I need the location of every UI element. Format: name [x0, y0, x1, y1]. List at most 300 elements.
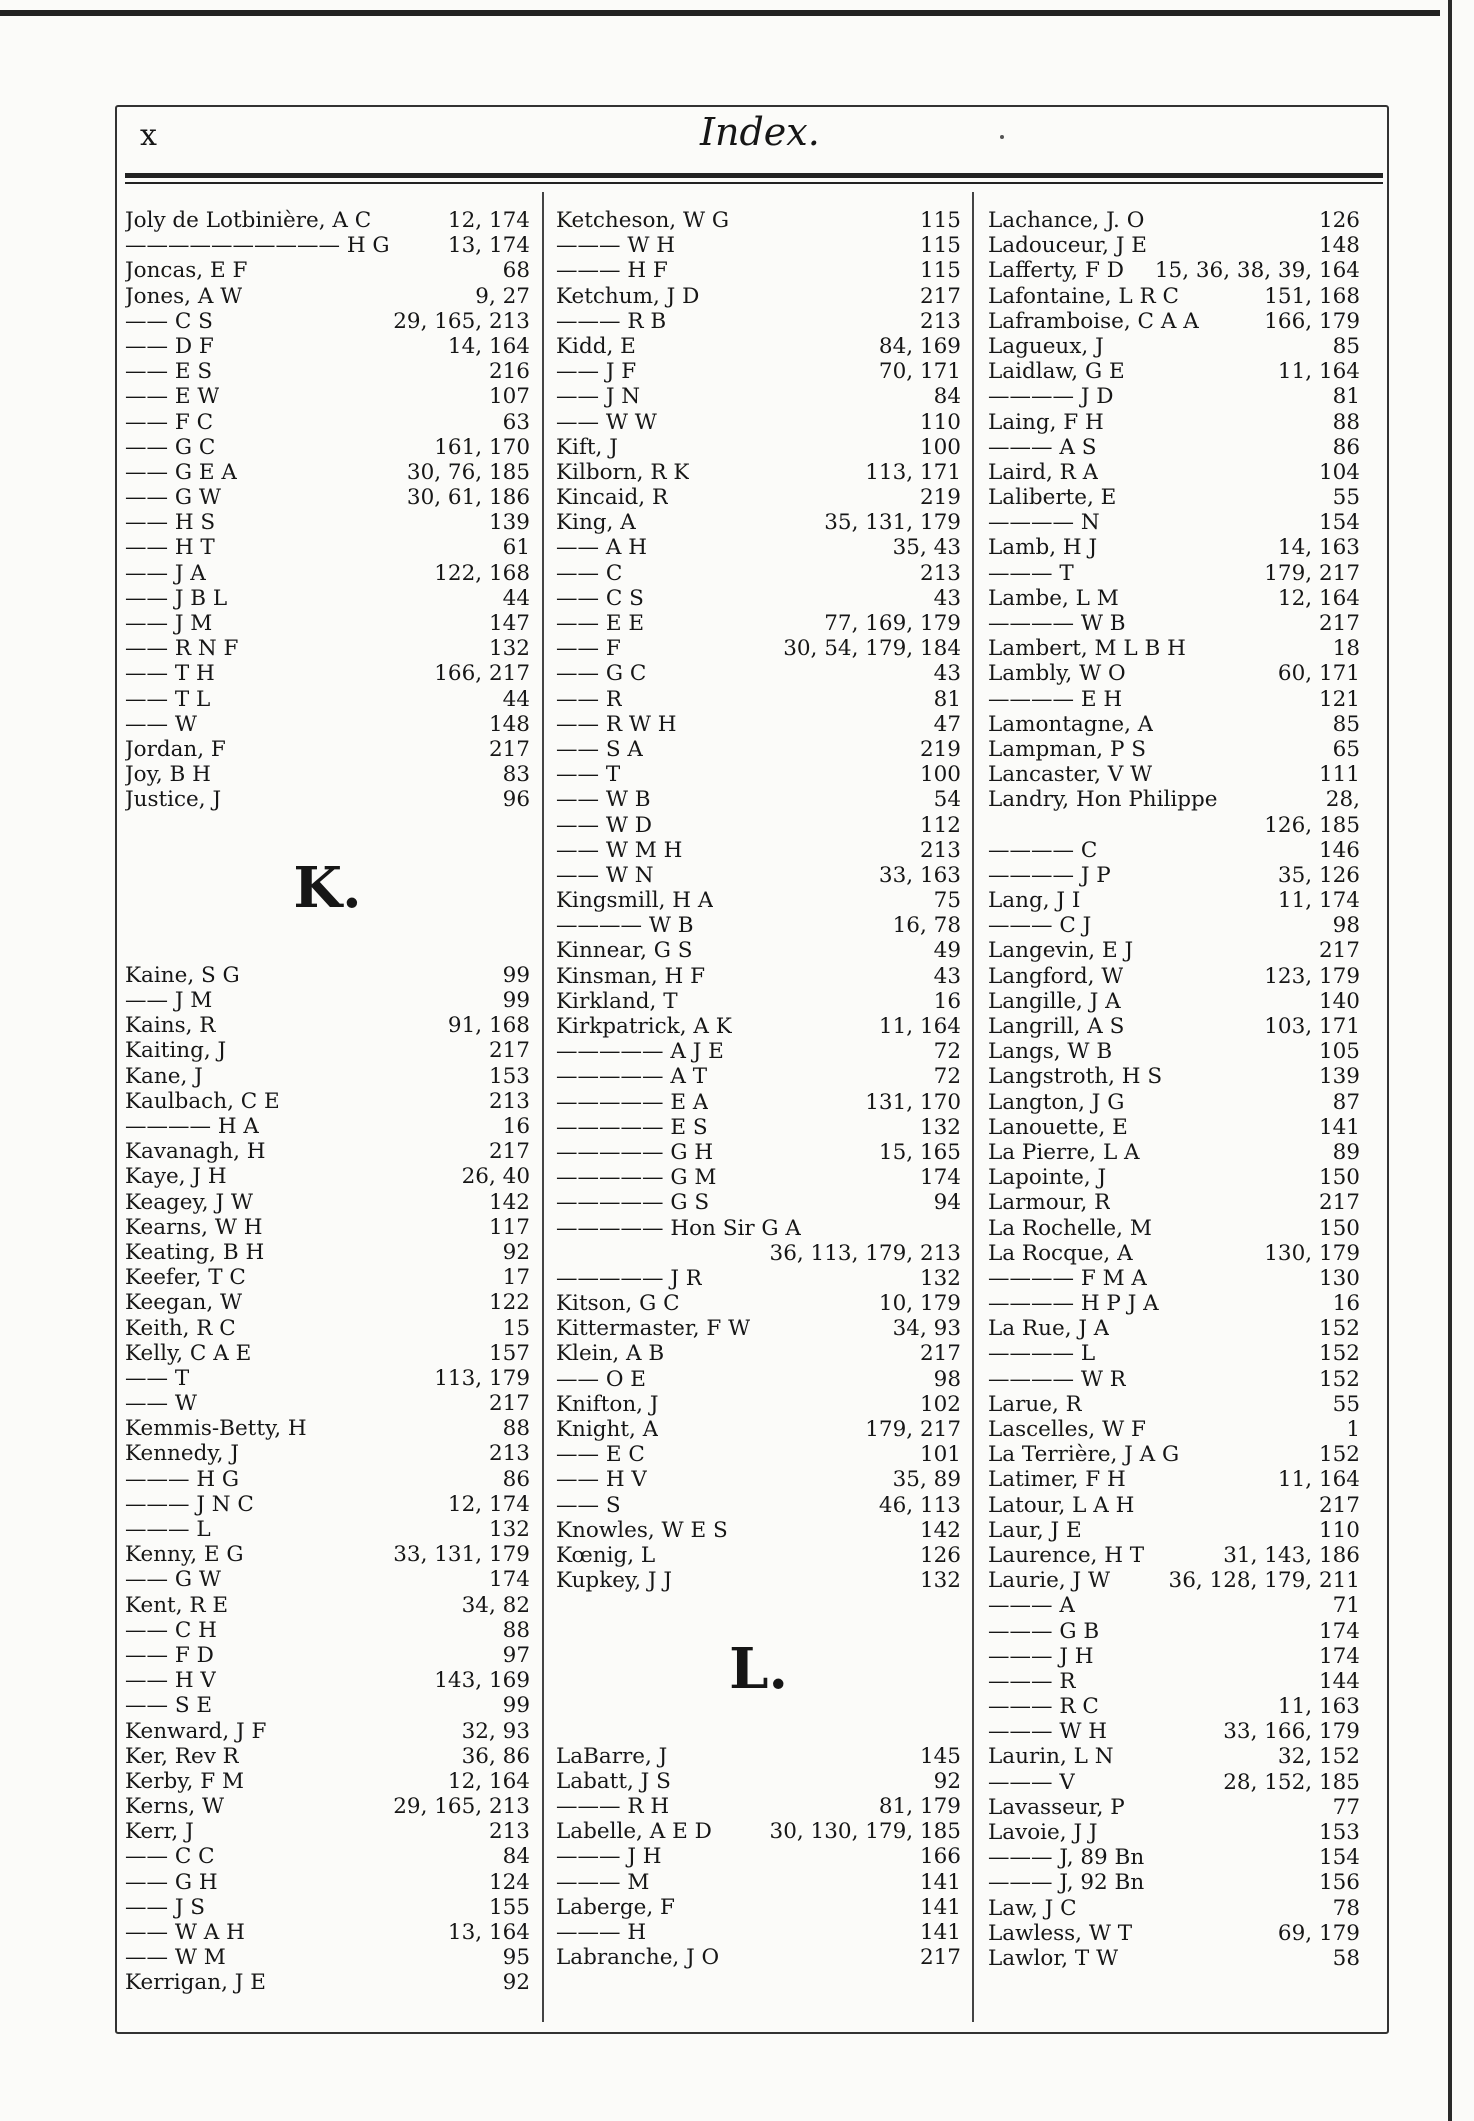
index-entry [988, 737, 1360, 762]
entry-name: Kincaid, R [556, 485, 669, 511]
entry-name: ————— G S [556, 1190, 710, 1216]
entry-name: —— T H [125, 661, 215, 687]
index-entry [125, 1240, 530, 1265]
index-entry [556, 1291, 961, 1316]
entry-name: —— S A [556, 736, 643, 762]
index-entry [125, 1114, 530, 1139]
entry-name: Joy, B H [125, 762, 211, 788]
entry-pages: 139 [1318, 1064, 1360, 1090]
entry-name: —— R W H [556, 711, 677, 737]
entry-name: —— C C [125, 1844, 215, 1870]
entry-name: —— J F [556, 359, 637, 385]
entry-pages: 18 [1332, 636, 1360, 662]
entry-pages: 115 [919, 233, 961, 259]
entry-pages: 16 [502, 1114, 530, 1139]
entry-name: ——— V [988, 1769, 1075, 1795]
entry-name: LaBarre, J [556, 1743, 668, 1769]
index-entry [988, 1417, 1360, 1442]
entry-name: Lafontaine, L R C [988, 283, 1180, 309]
entry-pages: 87 [1332, 1089, 1360, 1115]
entry-name: ————— E S [556, 1114, 708, 1140]
entry-name: Laing, F H [988, 409, 1104, 435]
entry-name: ——— A S [988, 434, 1097, 460]
entry-name: —— W A H [125, 1920, 245, 1945]
index-entry [556, 1392, 961, 1417]
index-entry [556, 1493, 961, 1518]
index-entry [988, 813, 1360, 838]
entry-pages: 81 [1332, 384, 1360, 410]
index-entry [125, 1895, 530, 1920]
entry-pages: 11, 163 [1277, 1694, 1360, 1720]
index-entry [988, 1619, 1360, 1644]
entry-pages: 155 [488, 1894, 530, 1920]
index-entry [556, 1844, 961, 1869]
entry-pages: 99 [502, 962, 530, 988]
index-entry [125, 1139, 530, 1164]
entry-name: ———— W R [988, 1366, 1126, 1392]
entry-name: ——— H F [556, 258, 668, 284]
entry-name: Keefer, T C [125, 1265, 246, 1291]
index-entry [556, 1316, 961, 1341]
entry-pages: 49 [933, 938, 961, 964]
entry-name: —— W [125, 711, 197, 737]
entry-name: Joly de Lotbinière, A C [125, 208, 372, 233]
entry-name: —— F D [125, 1642, 214, 1668]
entry-pages: 126 [919, 1542, 961, 1568]
entry-name: Lafferty, F D [988, 258, 1124, 284]
entry-pages: 140 [1318, 988, 1360, 1014]
index-entry [988, 1770, 1360, 1795]
entry-name: —— W M [125, 1945, 226, 1971]
entry-pages: 13, 164 [447, 1920, 530, 1945]
index-entry [556, 1819, 961, 1844]
index-entry [125, 334, 530, 359]
entry-pages: 98 [1332, 913, 1360, 939]
index-entry [556, 737, 961, 762]
entry-pages: 146 [1318, 837, 1360, 863]
index-entry [125, 1618, 530, 1643]
index-entry [988, 1593, 1360, 1618]
index-entry [556, 384, 961, 409]
index-entry [125, 1593, 530, 1618]
entry-pages: 121 [1318, 686, 1360, 712]
entry-pages: 217 [1318, 938, 1360, 964]
index-entry [988, 309, 1360, 334]
entry-name: ——— J H [988, 1643, 1094, 1669]
index-entry [556, 1165, 961, 1190]
entry-pages: 110 [919, 409, 961, 435]
index-entry [988, 1870, 1360, 1895]
entry-pages: 161, 170 [434, 434, 530, 460]
entry-name: Kaine, S G [125, 962, 240, 988]
index-entry [556, 1190, 961, 1215]
entry-name: ——— J N C [125, 1491, 254, 1517]
entry-name: —— W [125, 1391, 197, 1417]
page-number: x [140, 118, 157, 153]
entry-name: —— C S [556, 585, 644, 611]
entry-name: Laberge, F [556, 1894, 675, 1920]
entry-name: —— F C [125, 409, 214, 435]
entry-name: —— W D [556, 812, 653, 838]
index-entry [988, 712, 1360, 737]
index-entry [125, 208, 530, 233]
entry-pages: 157 [488, 1340, 530, 1366]
entry-pages: 150 [1318, 1215, 1360, 1241]
index-entry [125, 1441, 530, 1466]
entry-pages: 31, 143, 186 [1223, 1542, 1360, 1568]
entry-pages: 11, 164 [878, 1014, 961, 1039]
entry-name: Lascelles, W F [988, 1417, 1146, 1442]
entry-name: Kift, J [556, 434, 618, 460]
entry-pages: 70, 171 [878, 359, 961, 385]
index-entry [988, 1719, 1360, 1744]
entry-pages: 99 [502, 1693, 530, 1719]
entry-name: Larue, R [988, 1391, 1082, 1417]
entry-pages: 1 [1346, 1417, 1360, 1442]
entry-pages: 36, 86 [461, 1743, 530, 1769]
entry-pages: 141 [919, 1894, 961, 1920]
index-entry [556, 309, 961, 334]
entry-pages: 81, 179 [878, 1794, 961, 1820]
entry-pages: 29, 165, 213 [393, 308, 530, 334]
entry-name: —— W N [556, 862, 654, 888]
entry-name: Lancaster, V W [988, 762, 1153, 788]
entry-pages: 30, 54, 179, 184 [783, 636, 961, 662]
entry-pages: 132 [488, 1517, 530, 1542]
index-entry [125, 1819, 530, 1844]
entry-pages: 213 [488, 1441, 530, 1467]
index-entry [988, 762, 1360, 787]
entry-pages: 213 [488, 1088, 530, 1114]
index-entry [125, 1290, 530, 1315]
entry-name: Ketcheson, W G [556, 208, 730, 233]
index-entry [125, 1492, 530, 1517]
entry-name: ——— L [125, 1517, 211, 1542]
entry-name: Lamb, H J [988, 535, 1098, 561]
index-entry [125, 988, 530, 1013]
entry-pages: 15, 36, 38, 39, 164 [1154, 258, 1360, 284]
entry-pages: 32, 93 [461, 1718, 530, 1744]
index-entry [988, 1921, 1360, 1946]
index-entry [556, 1090, 961, 1115]
index-entry [556, 913, 961, 938]
entry-name: —— S [556, 1492, 621, 1518]
entry-pages: 16 [933, 988, 961, 1014]
index-entry [556, 863, 961, 888]
entry-pages: 15, 165 [878, 1139, 961, 1165]
index-entry [556, 586, 961, 611]
index-entry [125, 309, 530, 334]
entry-name: Kelly, C A E [125, 1340, 252, 1366]
entry-name: ———— H P J A [988, 1291, 1159, 1317]
entry-pages: 43 [933, 963, 961, 989]
entry-name: Laur, J E [988, 1517, 1082, 1543]
entry-pages: 30, 76, 185 [406, 459, 530, 485]
index-entry [125, 1744, 530, 1769]
entry-pages: 98 [933, 1366, 961, 1392]
index-entry [125, 510, 530, 535]
entry-pages: 100 [919, 762, 961, 788]
index-entry [556, 1568, 961, 1593]
index-entry [125, 1215, 530, 1240]
entry-name: —— E S [125, 359, 213, 385]
entry-name: —— E C [556, 1442, 645, 1468]
index-entry [988, 989, 1360, 1014]
index-entry [556, 687, 961, 712]
index-entry [556, 510, 961, 535]
entry-name: Keating, B H [125, 1239, 265, 1265]
entry-pages: 132 [488, 636, 530, 662]
entry-pages: 130 [1318, 1265, 1360, 1291]
index-entry [125, 1517, 530, 1542]
entry-pages: 12, 174 [447, 1491, 530, 1517]
entry-name: —— D F [125, 333, 214, 359]
index-entry [125, 661, 530, 686]
index-entry [125, 1366, 530, 1391]
entry-pages: 107 [488, 384, 530, 410]
entry-name: Kilborn, R K [556, 459, 690, 485]
index-entry [988, 435, 1360, 460]
entry-name: —— R [556, 686, 623, 712]
index-entry [988, 384, 1360, 409]
entry-name: —— H V [125, 1668, 216, 1694]
index-entry [125, 1341, 530, 1366]
index-entry [988, 611, 1360, 636]
entry-pages: 150 [1318, 1165, 1360, 1191]
entry-name: Kerr, J [125, 1819, 194, 1845]
entry-pages: 91, 168 [447, 1013, 530, 1039]
entry-name: —— J S [125, 1894, 206, 1920]
entry-pages: 217 [919, 1945, 961, 1971]
entry-name: —— H T [125, 535, 215, 561]
entry-name: —————————— H G [125, 233, 390, 259]
entry-pages: 100 [919, 434, 961, 460]
index-entry [988, 1367, 1360, 1392]
entry-pages: 11, 174 [1277, 888, 1360, 914]
entry-pages: 88 [502, 1416, 530, 1442]
entry-pages: 54 [933, 787, 961, 813]
header-rule-thick [125, 173, 1383, 178]
entry-name: —— J A [125, 560, 206, 586]
entry-name: ——— C J [988, 913, 1092, 939]
index-entry [125, 1794, 530, 1819]
entry-name: Landry, Hon Philippe [988, 787, 1218, 813]
entry-pages: 217 [488, 1391, 530, 1417]
entry-name: Kerby, F M [125, 1768, 244, 1794]
entry-pages: 126, 185 [1264, 812, 1360, 838]
entry-name: ——— W H [556, 233, 676, 259]
entry-pages: 115 [919, 208, 961, 233]
entry-pages: 32, 152 [1277, 1744, 1360, 1770]
index-entry [988, 485, 1360, 510]
entry-name: Lawlor, T W [988, 1945, 1119, 1971]
entry-pages: 92 [502, 1239, 530, 1265]
entry-name: ————— E A [556, 1089, 709, 1115]
entry-name: Langille, J A [988, 988, 1121, 1014]
entry-pages: 68 [502, 258, 530, 284]
entry-name: —— J N [556, 384, 641, 410]
entry-name: Lampman, P S [988, 736, 1146, 762]
entry-pages: 174 [488, 1567, 530, 1593]
index-entry [988, 1190, 1360, 1215]
entry-name: Langstroth, H S [988, 1064, 1163, 1090]
entry-name: Lambly, W O [988, 661, 1126, 687]
index-entry [125, 762, 530, 787]
index-entry [556, 485, 961, 510]
entry-name: ———— N [988, 510, 1100, 536]
entry-pages: 88 [1332, 409, 1360, 435]
entry-name: Jordan, F [125, 736, 226, 762]
print-speck [1000, 135, 1004, 139]
entry-name: Kitson, G C [556, 1291, 680, 1317]
spacer [556, 1719, 961, 1744]
index-entry [125, 963, 530, 988]
index-entry [988, 964, 1360, 989]
index-entry [556, 1543, 961, 1568]
index-entry [988, 1241, 1360, 1266]
entry-name: Lavoie, J J [988, 1820, 1098, 1845]
entry-pages: 126 [1318, 208, 1360, 233]
entry-name: Lawless, W T [988, 1920, 1133, 1946]
index-entry [556, 787, 961, 812]
entry-pages: 113, 179 [434, 1365, 530, 1391]
entry-name: ————— G H [556, 1139, 714, 1165]
entry-name: —— C H [125, 1617, 217, 1643]
page-edge [1448, 0, 1452, 2121]
entry-pages: 12, 164 [1277, 585, 1360, 611]
index-entry [125, 1693, 530, 1718]
entry-pages: 33, 163 [878, 862, 961, 888]
entry-name: Kenward, J F [125, 1718, 267, 1744]
index-entry [988, 1644, 1360, 1669]
entry-pages: 78 [1332, 1895, 1360, 1921]
entry-name: La Pierre, L A [988, 1139, 1140, 1165]
entry-name: —— G W [125, 1567, 221, 1593]
entry-pages: 63 [502, 409, 530, 435]
entry-pages: 102 [919, 1391, 961, 1417]
index-entry [988, 1291, 1360, 1316]
entry-pages: 72 [933, 1039, 961, 1065]
entry-name: Labranche, J O [556, 1945, 720, 1971]
entry-name: ———— W B [556, 913, 694, 939]
entry-pages: 139 [488, 510, 530, 536]
entry-name: Knowles, W E S [556, 1517, 728, 1543]
entry-pages: 60, 171 [1277, 661, 1360, 687]
entry-name: ————— Hon Sir G A [556, 1215, 801, 1241]
entry-pages: 30, 130, 179, 185 [769, 1819, 961, 1845]
entry-pages: 88 [502, 1617, 530, 1643]
index-entry [988, 1543, 1360, 1568]
index-entry [988, 1165, 1360, 1190]
entry-pages: 69, 179 [1277, 1920, 1360, 1946]
entry-name: Kirkland, T [556, 988, 678, 1014]
entry-name: ——— H G [125, 1466, 240, 1492]
entry-pages: 44 [502, 585, 530, 611]
entry-name: Kennedy, J [125, 1441, 239, 1467]
entry-name: ——— J, 89 Bn [988, 1845, 1145, 1871]
entry-name: Kane, J [125, 1063, 203, 1089]
entry-name: Laurence, H T [988, 1542, 1145, 1568]
entry-name: Kinnear, G S [556, 938, 693, 964]
index-entry [125, 1164, 530, 1189]
entry-name: ——— H [556, 1920, 647, 1945]
index-entry [988, 1896, 1360, 1921]
entry-name: —— G C [125, 434, 216, 460]
index-entry [125, 787, 530, 812]
index-entry [988, 1266, 1360, 1291]
entry-name: —— C [556, 560, 623, 586]
entry-pages: 35, 126 [1277, 862, 1360, 888]
index-entry [125, 233, 530, 258]
entry-name: Kittermaster, F W [556, 1316, 751, 1342]
entry-pages: 61 [502, 535, 530, 561]
index-entry [556, 1417, 961, 1442]
index-entry [125, 1265, 530, 1290]
entry-pages: 132 [919, 1265, 961, 1291]
entry-pages: 213 [919, 308, 961, 334]
index-entry [988, 1795, 1360, 1820]
entry-name: Keagey, J W [125, 1189, 254, 1215]
entry-pages: 141 [919, 1920, 961, 1945]
entry-pages: 166 [919, 1844, 961, 1870]
index-entry [556, 561, 961, 586]
entry-name: ——— W H [988, 1719, 1108, 1745]
index-entry [556, 535, 961, 560]
entry-name: Kidd, E [556, 333, 636, 359]
spacer [125, 938, 530, 963]
top-border-rule [0, 10, 1440, 16]
entry-pages: 11, 164 [1277, 1467, 1360, 1493]
index-entry [556, 1744, 961, 1769]
index-entry [125, 1844, 530, 1869]
entry-pages: 58 [1332, 1945, 1360, 1971]
entry-name: ———— H A [125, 1114, 259, 1139]
index-entry [125, 687, 530, 712]
index-entry [125, 384, 530, 409]
entry-name: ———— E H [988, 686, 1123, 712]
index-entry [988, 1694, 1360, 1719]
entry-pages: 65 [1332, 736, 1360, 762]
index-entry [125, 1668, 530, 1693]
index-entry [556, 1140, 961, 1165]
entry-name: Lapointe, J [988, 1165, 1107, 1191]
index-entry [556, 258, 961, 283]
entry-pages: 156 [1318, 1870, 1360, 1896]
index-entry [556, 611, 961, 636]
index-entry [125, 1870, 530, 1895]
index-entry [988, 838, 1360, 863]
entry-name: Lanouette, E [988, 1114, 1128, 1140]
index-column-3 [988, 208, 1360, 1971]
index-column-1 [125, 208, 530, 1996]
index-entry [988, 561, 1360, 586]
entry-name: Jones, A W [125, 283, 243, 309]
index-entry [988, 687, 1360, 712]
entry-name: —— F [556, 636, 621, 662]
entry-pages: 117 [488, 1214, 530, 1240]
index-entry [556, 1467, 961, 1492]
index-entry [556, 410, 961, 435]
entry-name: —— J M [125, 611, 213, 636]
entry-pages: 152 [1318, 1341, 1360, 1367]
entry-name: Larmour, R [988, 1190, 1111, 1216]
entry-pages: 217 [488, 736, 530, 762]
index-entry [988, 208, 1360, 233]
index-entry [988, 1820, 1360, 1845]
entry-pages: 47 [933, 711, 961, 737]
entry-pages: 110 [1318, 1517, 1360, 1543]
entry-pages: 33, 131, 179 [393, 1542, 530, 1568]
